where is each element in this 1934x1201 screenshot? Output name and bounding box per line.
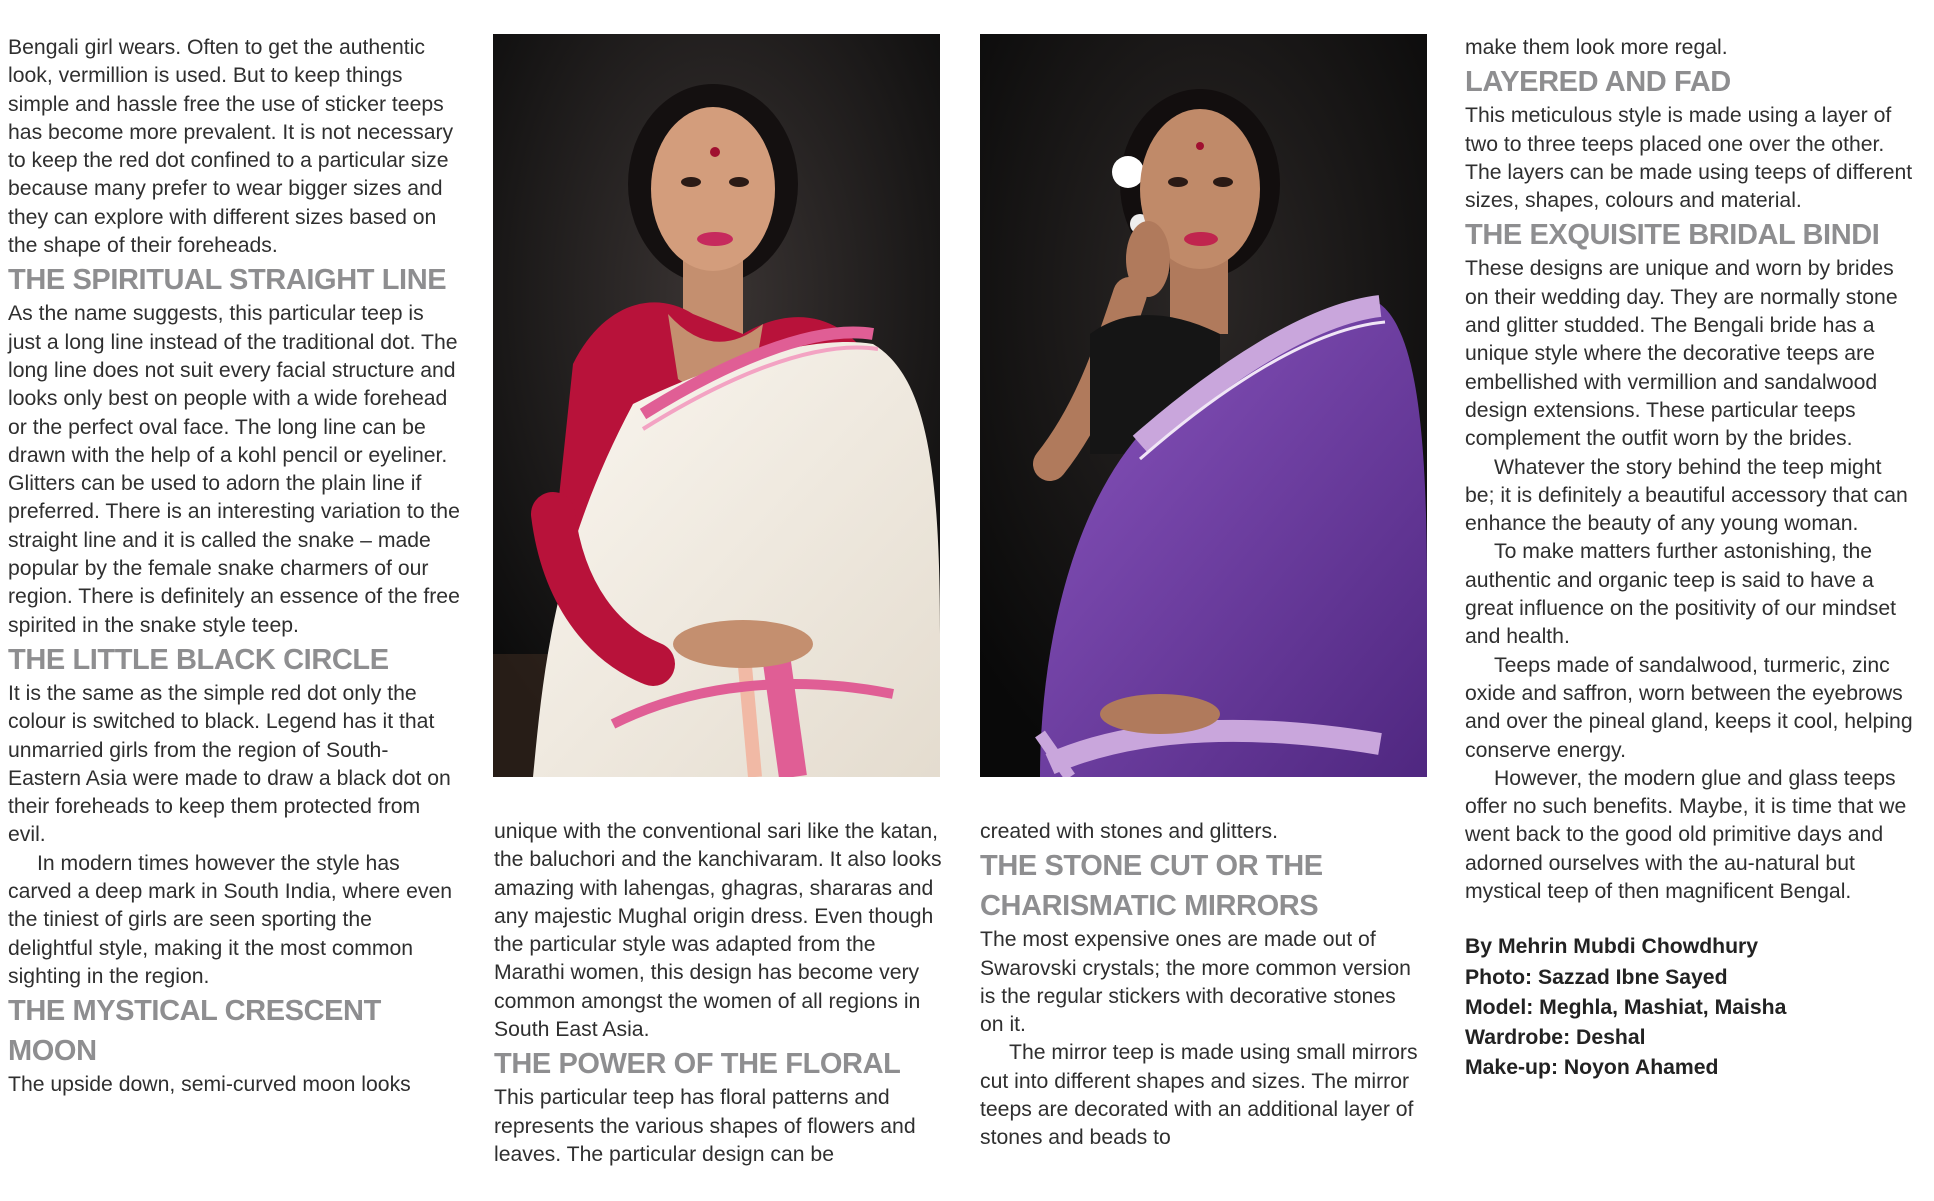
heading-spiritual-straight-line: THE SPIRITUAL STRAIGHT LINE	[8, 264, 447, 297]
paragraph-crescent-moon: The upside down, semi-curved moon looks	[8, 1073, 411, 1097]
heading-stone-cut-mirrors: THE STONE CUT OR THE CHARISMATIC MIRRORS	[980, 850, 1323, 923]
credit-byline: By Mehrin Mubdi Chowdhury	[1465, 935, 1759, 959]
photo-white-saree-illustration	[493, 34, 940, 777]
paragraph-stone-2: The mirror teep is made using small mirrors cut into different shapes and sizes. The mirror teeps are decorated with an additional layer of stones and beads to	[980, 1041, 1418, 1150]
paragraph-bridal-1: These designs are unique and worn by brides on their wedding day. They are normally stone and glitter studded. The Bengali bride has a unique style where the decorative teeps are embellished with vermillion and sandalwood design extensions. These particular teeps complement the outfit worn by the brides.	[1465, 257, 1898, 451]
heading-exquisite-bridal-bindi: THE EXQUISITE BRIDAL BINDI	[1465, 219, 1880, 252]
paragraph-stone-1: The most expensive ones are made out of Swarovski crystals; the more common version is the regular stickers with decorative stones on it.	[980, 928, 1411, 1037]
column-2	[494, 818, 944, 1169]
paragraph-bridal-5: However, the modern glue and glass teeps offer no such benefits. Maybe, it is time that we went back to the good old primitive days and adorned ourselves with the au-natural but mystical teep of then magnificent Bengal.	[1465, 766, 1907, 904]
heading-mystical-crescent-moon: THE MYSTICAL CRESCENT MOON	[8, 995, 381, 1068]
heading-little-black-circle: THE LITTLE BLACK CIRCLE	[8, 643, 389, 676]
credits-block	[1465, 932, 1915, 1083]
paragraph-black-circle-1: It is the same as the simple red dot only the colour is switched to black. Legend has it that unmarried girls from the region of South-Eastern Asia were made to draw a black dot on their foreheads to keep them protected from evil.	[8, 681, 451, 847]
paragraph-stones-continuation: created with stones and glitters.	[980, 820, 1278, 843]
photo-purple-saree-illustration	[980, 34, 1427, 777]
credit-makeup: Make-up: Noyon Ahamed	[1465, 1056, 1719, 1080]
paragraph-intro: Bengali girl wears. Often to get the authentic look, vermillion is used. But to keep things simple and hassle free the use of sticker teeps has become more prevalent. It is not necessary to keep the red dot confined to a particular size because many prefer to wear bigger sizes and they can explore with different sizes based on the shape of their foreheads.	[8, 36, 454, 258]
column-3	[980, 818, 1422, 1153]
paragraph-regal-continuation: make them look more regal.	[1465, 36, 1728, 59]
credit-photo: Photo: Sazzad Ibne Sayed	[1465, 965, 1728, 989]
paragraph-bridal-2: Whatever the story behind the teep might be; it is definitely a beautiful accessory that can enhance the beauty of any young woman.	[1465, 455, 1908, 536]
column-1	[8, 34, 460, 1100]
photo-purple-saree-model	[980, 34, 1427, 777]
heading-layered-and-fad: LAYERED AND FAD	[1465, 66, 1731, 99]
paragraph-layered: This meticulous style is made using a layer of two to three teeps placed one over the other. The layers can be made using teeps of different sizes, shapes, colours and material.	[1465, 104, 1913, 213]
credit-wardrobe: Wardrobe: Deshal	[1465, 1025, 1646, 1049]
photo-white-saree-model	[493, 34, 940, 777]
paragraph-black-circle-2: In modern times however the style has carved a deep mark in South India, where even the tiniest of girls are seen sporting the delightful style, making it the most common sighting in the region.	[8, 851, 453, 988]
paragraph-bridal-3: To make matters further astonishing, the authentic and organic teep is said to have a great influence on the positivity of our mindset and health.	[1465, 540, 1897, 649]
heading-power-of-floral: THE POWER OF THE FLORAL	[494, 1048, 901, 1081]
column-4	[1465, 34, 1915, 1083]
paragraph-straight-line: As the name suggests, this particular teep is just a long line instead of the traditional dot. The long line does not suit every facial structure and looks only best on people with a wide forehead or the perfect oval face. The long line can be drawn with the help of a kohl pencil or eyeliner. Glitters can be used to adorn the plain line if preferred. There is an interesting variation to the straight line and it is called the snake – made popular by the female snake charmers of our region. There is definitely an essence of the free spirited in the snake style teep.	[8, 302, 460, 637]
paragraph-floral: This particular teep has floral patterns and represents the various shapes of flowers and leaves. The particular design can be	[494, 1086, 916, 1166]
paragraph-bridal-4: Teeps made of sandalwood, turmeric, zinc oxide and saffron, worn between the eyebrows and over the pineal gland, keeps it cool, helping conserve energy.	[1465, 653, 1913, 762]
credit-model: Model: Meghla, Mashiat, Maisha	[1465, 995, 1787, 1019]
paragraph-sari-continuation: unique with the conventional sari like the katan, the baluchori and the kanchivaram. It also looks amazing with lahengas, ghagras, shararas and any majestic Mughal origin dress. Even though the particular style was adapted from the Marathi women, this design has become very common amongst the women of all regions in South East Asia.	[494, 820, 942, 1042]
